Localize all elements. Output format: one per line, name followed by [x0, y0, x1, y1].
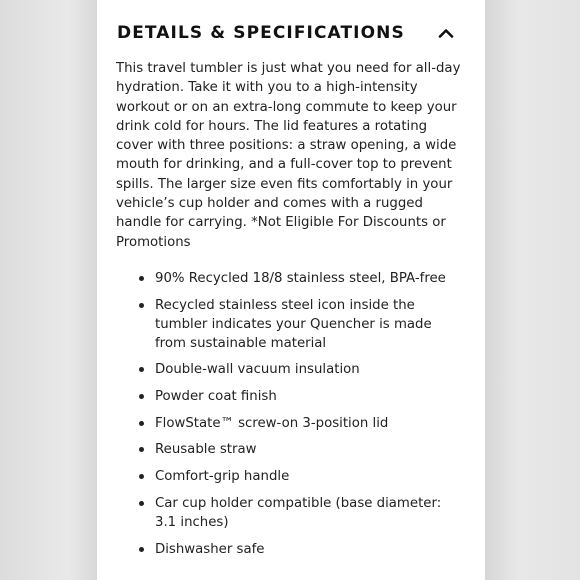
feature-text: Comfort-grip handle — [155, 469, 290, 485]
accordion-header[interactable] — [117, 20, 457, 46]
bullet-icon — [139, 367, 144, 372]
product-description: This travel tumbler is just what you need for all-day hydration. Take it with you to a high-intensity workout or on an extra-long commute to keep your drink cold for hours. The lid features a rotating cover with three positions: a straw opening, a wide mouth for drinking, and a full-cover top to prevent spills. The larger size even fits comfortably in your vehicle’s cup holder and comes with a rugged handle for carrying. *Not Eligible For Discounts or Promotions — [116, 61, 461, 250]
chevron-up-icon[interactable] — [435, 22, 457, 44]
feature-text: Recycled stainless steel icon inside the tumbler indicates your Quencher is made from sustainable material — [155, 297, 432, 351]
feature-item — [116, 269, 466, 288]
feature-item — [116, 296, 466, 353]
bullet-icon — [139, 394, 144, 399]
feature-text: FlowState™ screw-on 3-position lid — [155, 415, 389, 431]
background-right — [485, 0, 580, 580]
feature-item — [116, 360, 466, 379]
details-specifications-panel — [97, 0, 485, 580]
feature-text: Double-wall vacuum insulation — [155, 362, 360, 378]
feature-text: Car cup holder compatible (base diameter: 3.1 inches) — [155, 495, 442, 530]
section-title: DETAILS & SPECIFICATIONS — [117, 23, 405, 43]
feature-item — [116, 414, 466, 433]
bullet-icon — [139, 474, 144, 479]
bullet-icon — [139, 276, 144, 281]
feature-text: Dishwasher safe — [155, 541, 265, 557]
bullet-icon — [139, 303, 144, 308]
feature-text: Powder coat finish — [155, 389, 277, 405]
bullet-icon — [139, 547, 144, 552]
feature-item — [116, 467, 466, 486]
feature-item — [116, 540, 466, 559]
feature-item — [116, 440, 466, 459]
feature-text: Reusable straw — [155, 442, 257, 458]
bullet-icon — [139, 501, 144, 506]
bullet-icon — [139, 447, 144, 452]
feature-text: 90% Recycled 18/8 stainless steel, BPA-free — [155, 271, 446, 286]
feature-item — [116, 387, 466, 406]
feature-item — [116, 494, 466, 532]
feature-list — [116, 269, 466, 566]
background-left — [0, 0, 97, 580]
bullet-icon — [139, 421, 144, 426]
